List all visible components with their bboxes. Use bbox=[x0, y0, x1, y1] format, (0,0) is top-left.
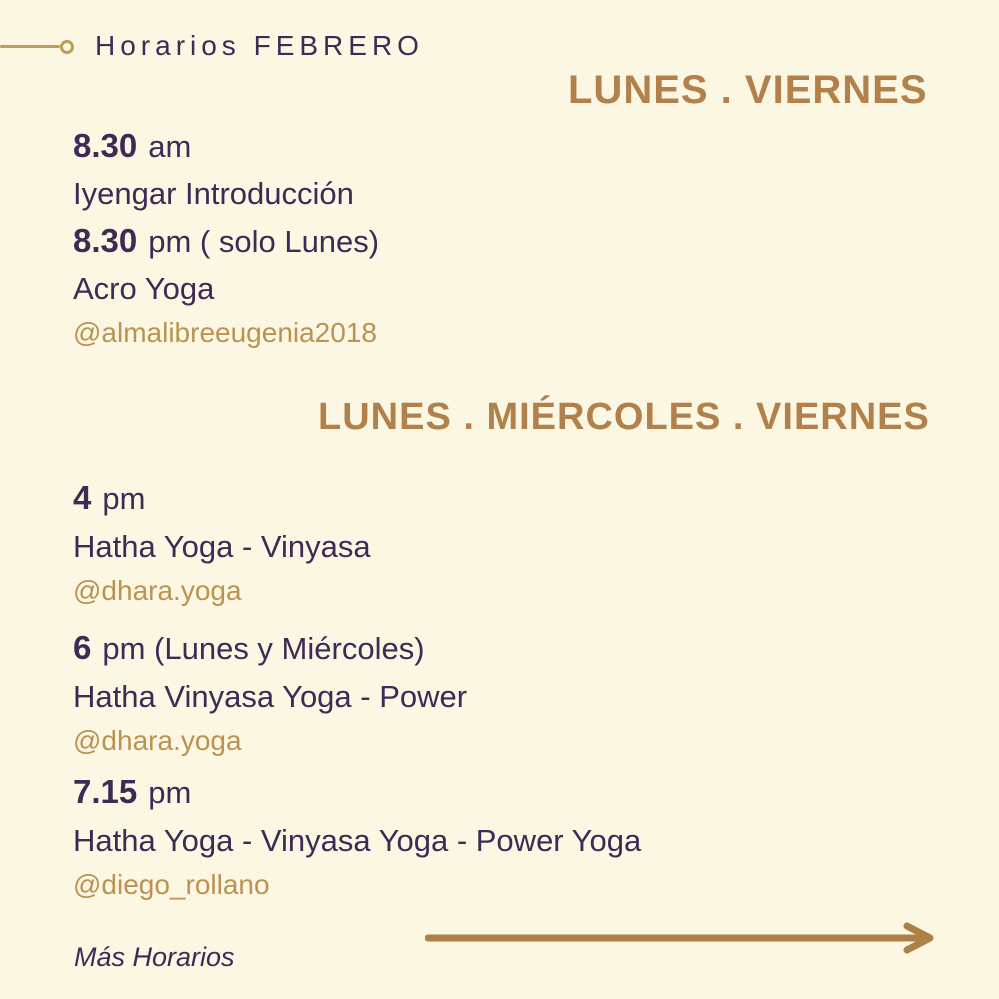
schedule-entry bbox=[73, 474, 371, 611]
entry-time bbox=[73, 474, 371, 523]
time-suffix: pm bbox=[102, 481, 146, 516]
time-value: 8.30 bbox=[73, 127, 138, 164]
schedule-entry bbox=[73, 624, 467, 761]
time-suffix: pm bbox=[148, 775, 192, 810]
time-value: 6 bbox=[73, 629, 92, 666]
time-value: 4 bbox=[73, 479, 92, 516]
section-heading-lunes-viernes: LUNES . VIERNES bbox=[568, 68, 928, 112]
instagram-handle: @dhara.yoga bbox=[73, 725, 242, 756]
entry-time bbox=[73, 624, 467, 673]
section-heading-lunes-miercoles-viernes: LUNES . MIÉRCOLES . VIERNES bbox=[318, 396, 930, 438]
more-schedules-label: Más Horarios bbox=[74, 942, 235, 972]
accent-dot-icon bbox=[60, 40, 74, 54]
class-name: Hatha Vinyasa Yoga - Power bbox=[73, 679, 468, 714]
instagram-handle: @diego_rollano bbox=[73, 869, 270, 900]
instagram-handle: @almalibreeugenia2018 bbox=[73, 317, 377, 348]
time-suffix: pm (Lunes y Miércoles) bbox=[102, 631, 425, 666]
time-value: 7.15 bbox=[73, 773, 138, 810]
instagram-handle: @dhara.yoga bbox=[73, 575, 242, 606]
class-name: Acro Yoga bbox=[73, 271, 215, 306]
entry-time bbox=[73, 122, 379, 170]
accent-line bbox=[0, 45, 60, 48]
entry-time bbox=[73, 217, 379, 265]
right-arrow-icon bbox=[425, 922, 937, 954]
page-title: Horarios FEBRERO bbox=[95, 30, 424, 61]
schedule-section-1 bbox=[73, 122, 379, 354]
class-name: Hatha Yoga - Vinyasa bbox=[73, 529, 371, 564]
schedule-entry bbox=[73, 768, 641, 905]
class-name: Iyengar Introducción bbox=[73, 176, 354, 211]
entry-time bbox=[73, 768, 641, 817]
time-suffix: am bbox=[148, 129, 192, 164]
time-suffix: pm ( solo Lunes) bbox=[148, 224, 380, 259]
class-name: Hatha Yoga - Vinyasa Yoga - Power Yoga bbox=[73, 823, 642, 858]
time-value: 8.30 bbox=[73, 222, 138, 259]
